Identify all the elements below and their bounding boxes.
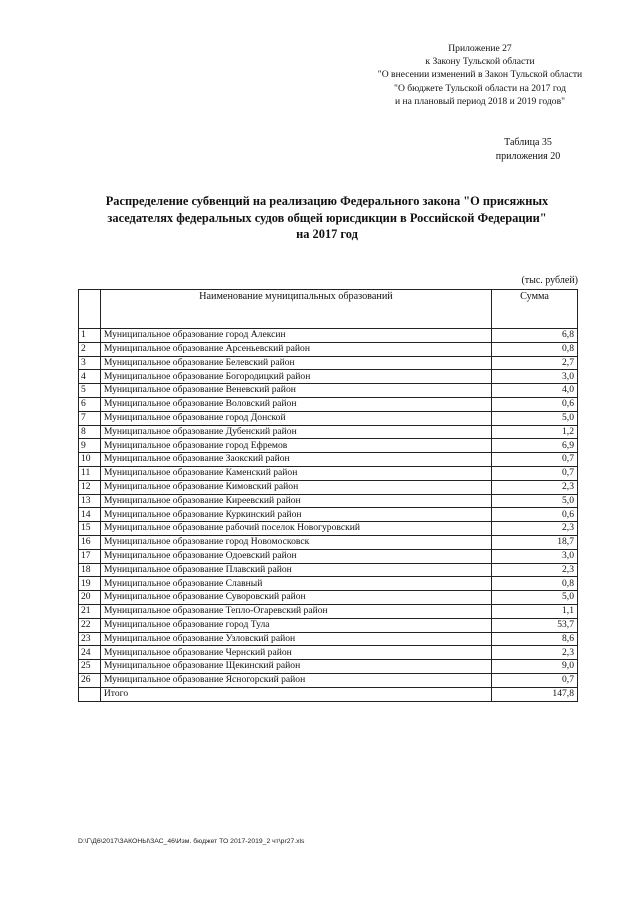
row-number: 17 (79, 549, 101, 563)
appendix-reference (340, 42, 620, 108)
row-number: 21 (79, 604, 101, 618)
row-name: Муниципальное образование Каменский район (100, 466, 491, 480)
table-row (79, 549, 578, 563)
row-name: Муниципальное образование Тепло-Огаревский район (100, 604, 491, 618)
file-path-footer: D:\Г\Д6\2017\ЗАКОНЫ\ЗАС_46\Изм. бюджет ТО 2017-2019_2 чт\рr27.xls (78, 838, 305, 845)
table-row (79, 508, 578, 522)
table-row (79, 397, 578, 411)
row-number: 25 (79, 660, 101, 674)
row-number: 2 (79, 342, 101, 356)
table-total-row (79, 687, 578, 701)
row-name: Муниципальное образование Ясногорский район (100, 673, 491, 687)
row-number: 23 (79, 632, 101, 646)
row-sum: 5,0 (492, 494, 578, 508)
row-sum: 5,0 (492, 591, 578, 605)
row-number: 19 (79, 577, 101, 591)
table-row (79, 356, 578, 370)
row-number: 10 (79, 453, 101, 467)
row-sum: 2,7 (492, 356, 578, 370)
row-sum: 3,0 (492, 370, 578, 384)
appendix-line: "О внесении изменений в Закон Тульской области (377, 69, 583, 81)
table-row (79, 591, 578, 605)
row-sum: 6,9 (492, 439, 578, 453)
row-sum: 4,0 (492, 384, 578, 398)
row-sum: 8,6 (492, 632, 578, 646)
row-number: 11 (79, 466, 101, 480)
row-number: 6 (79, 397, 101, 411)
table-row (79, 604, 578, 618)
table-row (79, 563, 578, 577)
row-sum: 9,0 (492, 660, 578, 674)
row-name: Муниципальное образование Веневский район (100, 384, 491, 398)
row-sum: 6,8 (492, 329, 578, 343)
row-name: Муниципальное образование город Алексин (100, 329, 491, 343)
table-row (79, 494, 578, 508)
row-name: Муниципальное образование город Новомосковск (100, 535, 491, 549)
table-row (79, 466, 578, 480)
row-name: Муниципальное образование Заокский район (100, 453, 491, 467)
row-name: Муниципальное образование рабочий поселок Новогуровский (100, 522, 491, 536)
table-row (79, 522, 578, 536)
row-name: Муниципальное образование Одоевский район (100, 549, 491, 563)
row-name: Муниципальное образование Богородицкий район (100, 370, 491, 384)
appendix-line: "О бюджете Тульской области на 2017 год (394, 82, 566, 94)
row-sum: 1,2 (492, 425, 578, 439)
table-row (79, 453, 578, 467)
table-row (79, 646, 578, 660)
table-row (79, 411, 578, 425)
row-sum: 1,1 (492, 604, 578, 618)
subvention-table (78, 289, 578, 702)
table-row (79, 618, 578, 632)
table-row (79, 342, 578, 356)
row-sum: 147,8 (492, 687, 578, 701)
header-number-cell (79, 290, 101, 329)
row-sum: 0,7 (492, 466, 578, 480)
row-name: Итого (100, 687, 491, 701)
row-name: Муниципальное образование Чернский район (100, 646, 491, 660)
row-sum: 18,7 (492, 535, 578, 549)
row-name: Муниципальное образование город Ефремов (100, 439, 491, 453)
table-row (79, 384, 578, 398)
table-row (79, 480, 578, 494)
row-number: 20 (79, 591, 101, 605)
row-number: 18 (79, 563, 101, 577)
table-row (79, 660, 578, 674)
appendix-line: и на плановый период 2018 и 2019 годов" (394, 95, 566, 107)
row-number: 8 (79, 425, 101, 439)
row-number: 5 (79, 384, 101, 398)
table-number: Таблица 35 (504, 137, 552, 148)
row-sum: 2,3 (492, 646, 578, 660)
row-name: Муниципальное образование Суворовский район (100, 591, 491, 605)
row-sum: 53,7 (492, 618, 578, 632)
row-number: 1 (79, 329, 101, 343)
row-number: 12 (79, 480, 101, 494)
row-name: Муниципальное образование Щекинский район (100, 660, 491, 674)
row-number: 15 (79, 522, 101, 536)
row-sum: 0,8 (492, 342, 578, 356)
row-number: 9 (79, 439, 101, 453)
header-sum-cell: Сумма (492, 290, 578, 329)
row-number: 3 (79, 356, 101, 370)
row-sum: 0,7 (492, 673, 578, 687)
table-appendix: приложения 20 (495, 150, 561, 162)
row-name: Муниципальное образование Плавский район (100, 563, 491, 577)
row-sum: 0,6 (492, 397, 578, 411)
unit-note: (тыс. рублей) (521, 275, 578, 286)
row-number: 16 (79, 535, 101, 549)
appendix-line: Приложение 27 (448, 43, 512, 54)
document-title (82, 193, 572, 243)
row-sum: 0,7 (492, 453, 578, 467)
row-sum: 2,3 (492, 522, 578, 536)
row-name: Муниципальное образование Киреевский район (100, 494, 491, 508)
row-number: 26 (79, 673, 101, 687)
row-name: Муниципальное образование город Донской (100, 411, 491, 425)
row-sum: 3,0 (492, 549, 578, 563)
row-number: 24 (79, 646, 101, 660)
row-number: 7 (79, 411, 101, 425)
row-name: Муниципальное образование Арсеньевский район (100, 342, 491, 356)
table-row (79, 370, 578, 384)
table-row (79, 439, 578, 453)
title-line: на 2017 год (296, 227, 358, 241)
row-number: 22 (79, 618, 101, 632)
table-row (79, 425, 578, 439)
row-name: Муниципальное образование Славный (100, 577, 491, 591)
row-name: Муниципальное образование Дубенский район (100, 425, 491, 439)
table-reference (478, 136, 578, 163)
row-sum: 0,6 (492, 508, 578, 522)
row-sum: 2,3 (492, 480, 578, 494)
table-header-row (79, 290, 578, 329)
row-sum: 5,0 (492, 411, 578, 425)
row-sum: 0,8 (492, 577, 578, 591)
header-name-cell: Наименование муниципальных образований (100, 290, 491, 329)
row-name: Муниципальное образование Кимовский район (100, 480, 491, 494)
appendix-line: к Закону Тульской области (425, 56, 535, 68)
title-line: Распределение субвенций на реализацию Федерального закона "О присяжных (105, 194, 549, 208)
row-number: 14 (79, 508, 101, 522)
row-number: 13 (79, 494, 101, 508)
row-number: 4 (79, 370, 101, 384)
table-row (79, 632, 578, 646)
row-name: Муниципальное образование Белевский район (100, 356, 491, 370)
table-row (79, 329, 578, 343)
table-row (79, 673, 578, 687)
row-name: Муниципальное образование Узловский район (100, 632, 491, 646)
row-sum: 2,3 (492, 563, 578, 577)
row-name: Муниципальное образование город Тула (100, 618, 491, 632)
row-name: Муниципальное образование Куркинский район (100, 508, 491, 522)
table-row (79, 577, 578, 591)
table-row (79, 535, 578, 549)
row-number (79, 687, 101, 701)
row-name: Муниципальное образование Воловский район (100, 397, 491, 411)
title-line: заседателях федеральных судов общей юрисдикции в Российской Федерации" (107, 210, 547, 225)
